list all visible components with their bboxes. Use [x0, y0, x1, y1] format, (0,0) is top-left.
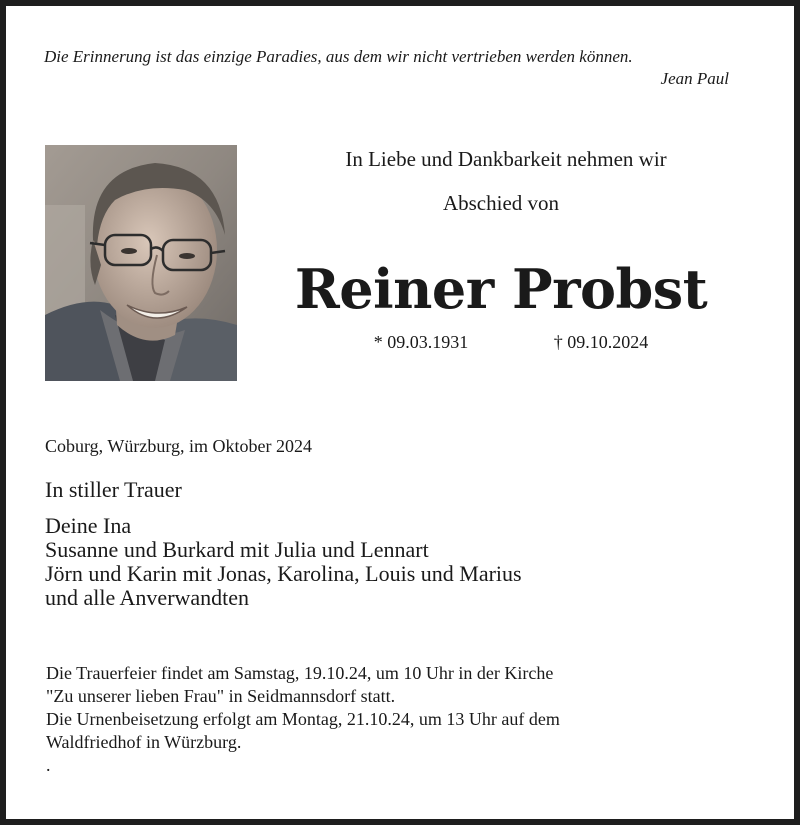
notice-line: . [46, 755, 51, 775]
birth-date: * 09.03.1931 [373, 332, 469, 352]
notice-line: Die Trauerfeier findet am Samstag, 19.10.24, um 10 Uhr in der Kirche [46, 663, 554, 683]
notice-line: Waldfriedhof in Würzburg. [46, 732, 242, 752]
notice-line: "Zu unserer lieben Frau" in Seidmannsdorf statt. [46, 686, 396, 706]
death-date: † 09.10.2024 [553, 332, 649, 352]
notice-line: Die Urnenbeisetzung erfolgt am Montag, 21.10.24, um 13 Uhr auf dem [46, 709, 560, 729]
mourning-line: In stiller Trauer [45, 477, 182, 502]
mourner-line: Jörn und Karin mit Jonas, Karolina, Louis und Marius [45, 561, 522, 586]
mourner-line: Deine Ina [45, 513, 132, 538]
mourner-line: und alle Anverwandten [45, 585, 250, 610]
mourners-list [45, 514, 765, 610]
portrait-photo [45, 145, 237, 381]
place-date-line: Coburg, Würzburg, im Oktober 2024 [45, 436, 312, 456]
intro-line-2: Abschied von [442, 191, 560, 215]
deceased-name: Reiner Probst [294, 257, 708, 321]
quote-author: Jean Paul [660, 69, 729, 88]
funeral-notice [46, 662, 766, 777]
quote-text: Die Erinnerung ist das einzige Paradies, aus dem wir nicht vertrieben werden können. [44, 47, 633, 66]
mourner-line: Susanne und Burkard mit Julia und Lennart [45, 537, 429, 562]
intro-line-1: In Liebe und Dankbarkeit nehmen wir [345, 147, 667, 171]
